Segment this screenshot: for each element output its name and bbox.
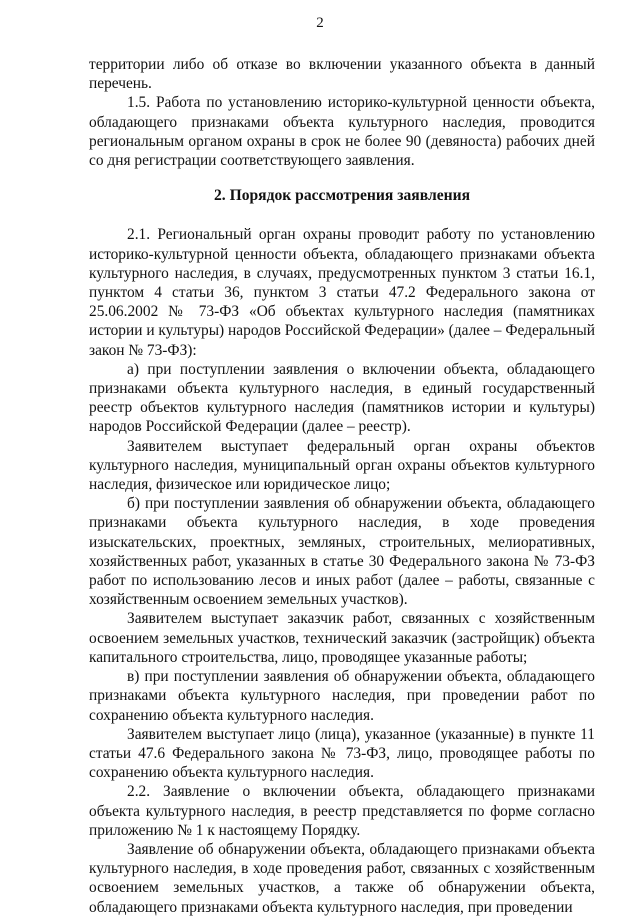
page-number: 2: [316, 15, 324, 31]
paragraph-2-2: 2.2. Заявление о включении объекта, обладающего признаками объекта культурного наследия, в реестр представляется по форме согласно приложению № 1 к настоящему Порядку.: [89, 783, 595, 839]
paragraph-applicant-a: Заявителем выступает федеральный орган охраны объектов культурного наследия, муниципальный орган охраны объектов культурного наследия, физическое или юридическое лицо;: [89, 437, 595, 494]
section-title: 2. Порядок рассмотрения заявления: [213, 187, 471, 205]
document-body: [89, 55, 595, 917]
paragraph-applicant-v: Заявителем выступает лицо (лица), указанное (указанные) в пункте 11 статьи 47.6 Федерального закона № 73-ФЗ, лицо, проводящее работы по сохранению объекта культурного наследия.: [89, 725, 595, 782]
paragraph-2-2-continued: Заявление об обнаружении объекта, обладающего признаками объекта культурного наследия, в ходе проведения работ, связанных с хозяйственным освоением земельных участков, а также об обнаружении объекта, обладающего признаками объекта культурного наследия, при проведении: [89, 840, 595, 916]
paragraph-1-5: 1.5. Работа по установлению историко-культурной ценности объекта, обладающего признаками объекта культурного наследия, проводится региональным органом охраны в срок не более 90 (девяноста) рабочих дней со дня регистрации соответствующего заявления.: [89, 94, 595, 170]
paragraph-2-1: 2.1. Региональный орган охраны проводит работу по установлению историко-культурной ценности объекта, обладающего признаками объекта культурного наследия, в случаях, предусмотренных пунктом 3 статьи 16.1, пунктом 4 статьи 36, пунктом 3 статьи 47.2 Федерального закона от 25.06.2002 № 73-ФЗ «Об объектах культурного наследия (памятниках истории и культуры) народов Российской Федерации» (далее – Федеральный закон № 73-ФЗ):: [89, 226, 595, 359]
paragraph-applicant-b: Заявителем выступает заказчик работ, связанных с хозяйственным освоением земельных участков, технический заказчик (застройщик) объекта капитального строительства, лицо, проводящее указанные работы;: [89, 610, 595, 666]
paragraph-item-a: а) при поступлении заявления о включении объекта, обладающего признаками объекта культурного наследия, в единый государственный реестр объектов культурного наследия (памятников истории и культуры) народов Российской Федерации (далее – реестр).: [89, 360, 595, 436]
paragraph-item-b: б) при поступлении заявления об обнаружении объекта, обладающего признаками объекта культурного наследия, в ходе проведения изыскательских, проектных, земляных, строительных, мелиоративных, хозяйственных работ, указанных в статье 30 Федерального закона № 73-ФЗ работ по использованию лесов и иных работ (далее – работы, связанные с хозяйственным освоением земельных участков).: [89, 495, 595, 609]
paragraph-continuation: территории либо об отказе во включении указанного объекта в данный перечень.: [89, 56, 595, 93]
paragraph-item-v: в) при поступлении заявления об обнаружении объекта, обладающего признаками объекта культурного наследия, при проведении работ по сохранению объекта культурного наследия.: [89, 668, 595, 724]
